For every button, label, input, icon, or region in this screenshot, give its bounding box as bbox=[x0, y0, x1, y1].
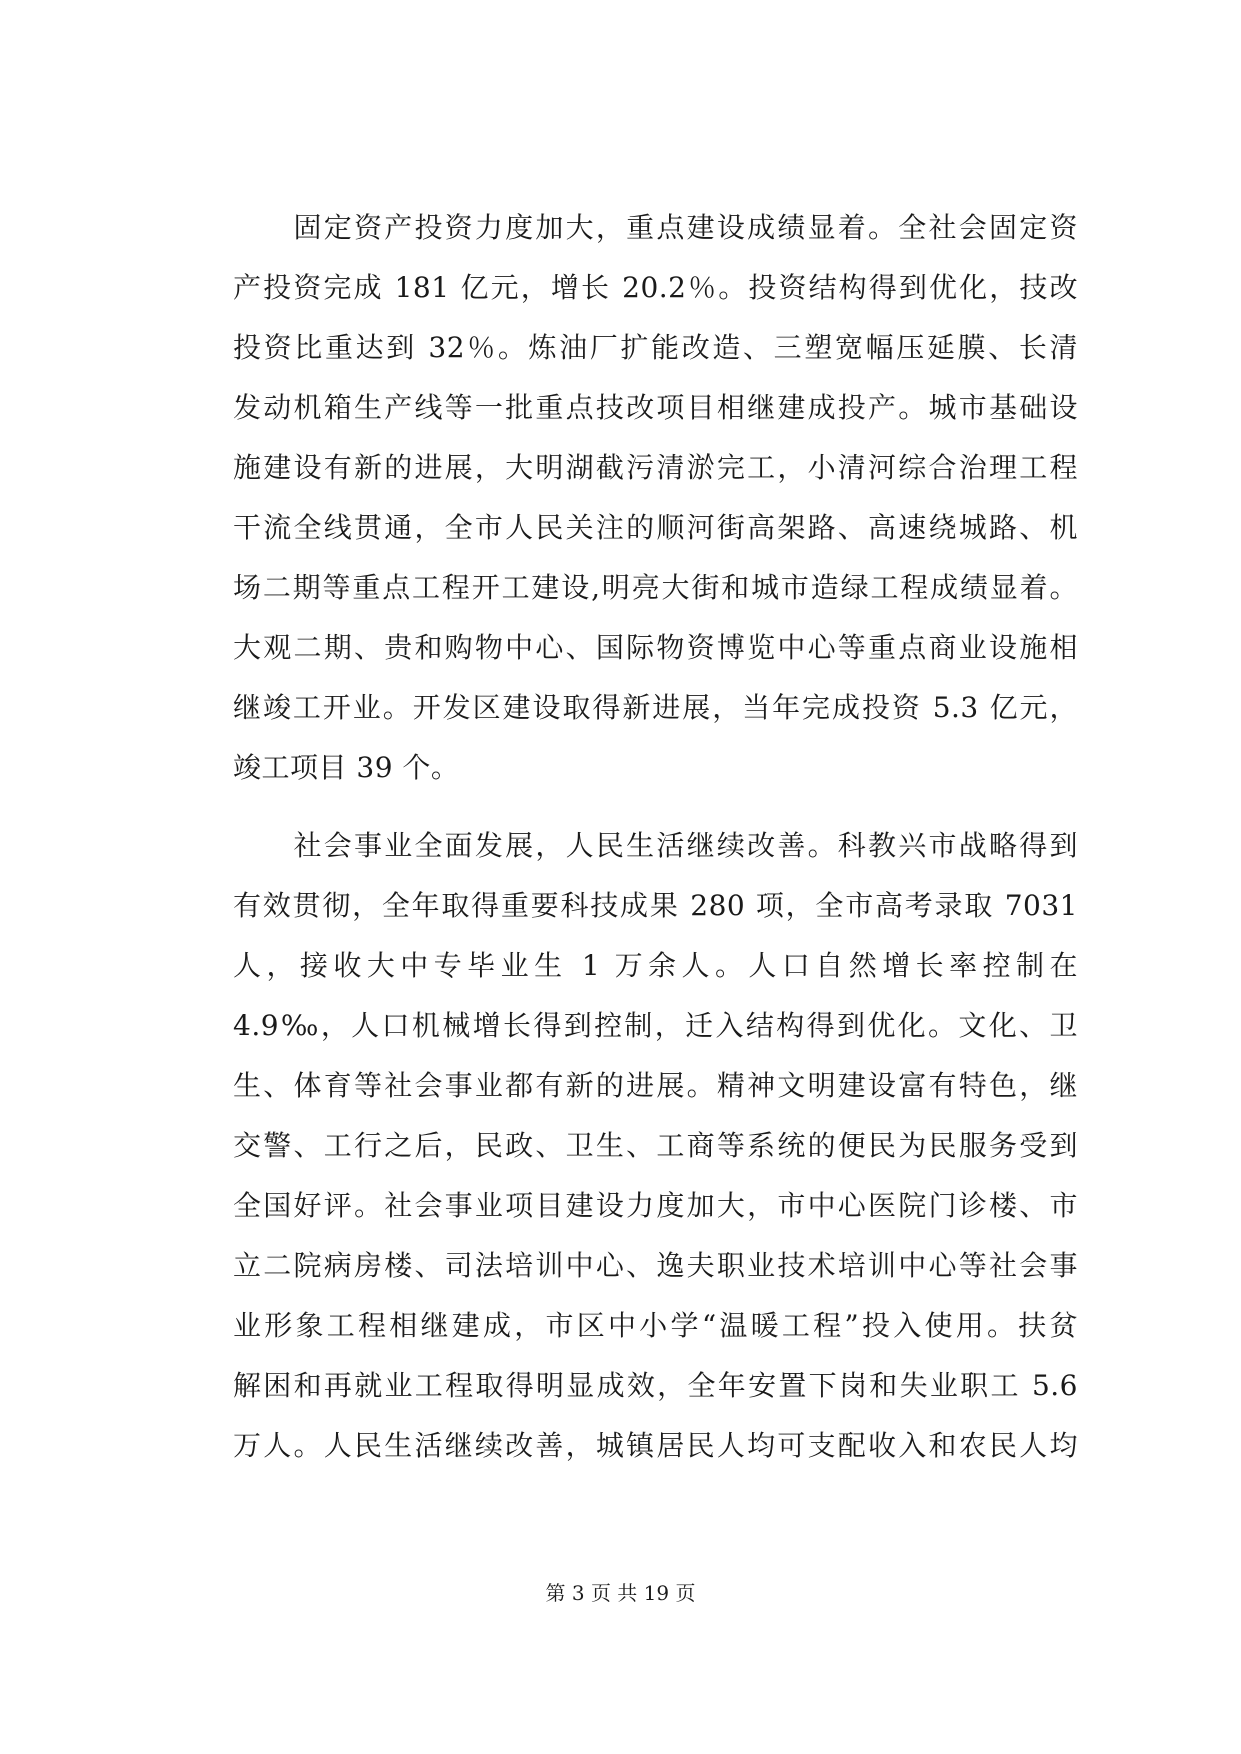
text-line: 投资比重达到 32％。炼油厂扩能改造、三塑宽幅压延膜、长清 bbox=[233, 331, 1078, 364]
text-line: 施建设有新的进展，大明湖截污清淤完工，小清河综合治理工程 bbox=[233, 451, 1078, 484]
text-line: 万人。人民生活继续改善，城镇居民人均可支配收入和农民人均 bbox=[233, 1429, 1078, 1462]
text-line: 人，接收大中专毕业生 1 万余人。人口自然增长率控制在 bbox=[233, 949, 1078, 982]
text-line: 立二院病房楼、司法培训中心、逸夫职业技术培训中心等社会事 bbox=[233, 1249, 1078, 1282]
paragraph-social bbox=[233, 816, 1078, 1476]
text-line: 继竣工开业。开发区建设取得新进展，当年完成投资 5.3 亿元， bbox=[233, 691, 1078, 724]
text-line: 有效贯彻，全年取得重要科技成果 280 项，全市高考录取 7031 bbox=[233, 889, 1078, 922]
text-line: 产投资完成 181 亿元，增长 20.2％。投资结构得到优化，技改 bbox=[233, 271, 1078, 304]
text-line: 全国好评。社会事业项目建设力度加大，市中心医院门诊楼、市 bbox=[233, 1189, 1078, 1222]
document-body bbox=[233, 198, 1078, 1494]
text-line: 解困和再就业工程取得明显成效，全年安置下岗和失业职工 5.6 bbox=[233, 1369, 1078, 1402]
text-line: 4.9‰，人口机械增长得到控制，迁入结构得到优化。文化、卫 bbox=[233, 1009, 1078, 1042]
text-line: 干流全线贯通，全市人民关注的顺河街高架路、高速绕城路、机 bbox=[233, 511, 1078, 544]
text-line: 大观二期、贵和购物中心、国际物资博览中心等重点商业设施相 bbox=[233, 631, 1078, 664]
page-number-footer: 第 3 页 共 19 页 bbox=[545, 1581, 696, 1605]
text-line: 业形象工程相继建成，市区中小学“温暖工程”投入使用。扶贫 bbox=[233, 1309, 1078, 1342]
paragraph-investment bbox=[233, 198, 1078, 798]
text-line: 场二期等重点工程开工建设,明亮大街和城市造绿工程成绩显着。 bbox=[233, 571, 1078, 604]
text-line: 生、体育等社会事业都有新的进展。精神文明建设富有特色，继 bbox=[233, 1069, 1078, 1102]
text-line: 交警、工行之后，民政、卫生、工商等系统的便民为民服务受到 bbox=[233, 1129, 1078, 1162]
text-line: 固定资产投资力度加大，重点建设成绩显着。全社会固定资 bbox=[233, 211, 1078, 244]
text-line: 社会事业全面发展，人民生活继续改善。科教兴市战略得到 bbox=[233, 829, 1078, 862]
text-line: 发动机箱生产线等一批重点技改项目相继建成投产。城市基础设 bbox=[233, 391, 1078, 424]
text-line: 竣工项目 39 个。 bbox=[233, 751, 460, 784]
